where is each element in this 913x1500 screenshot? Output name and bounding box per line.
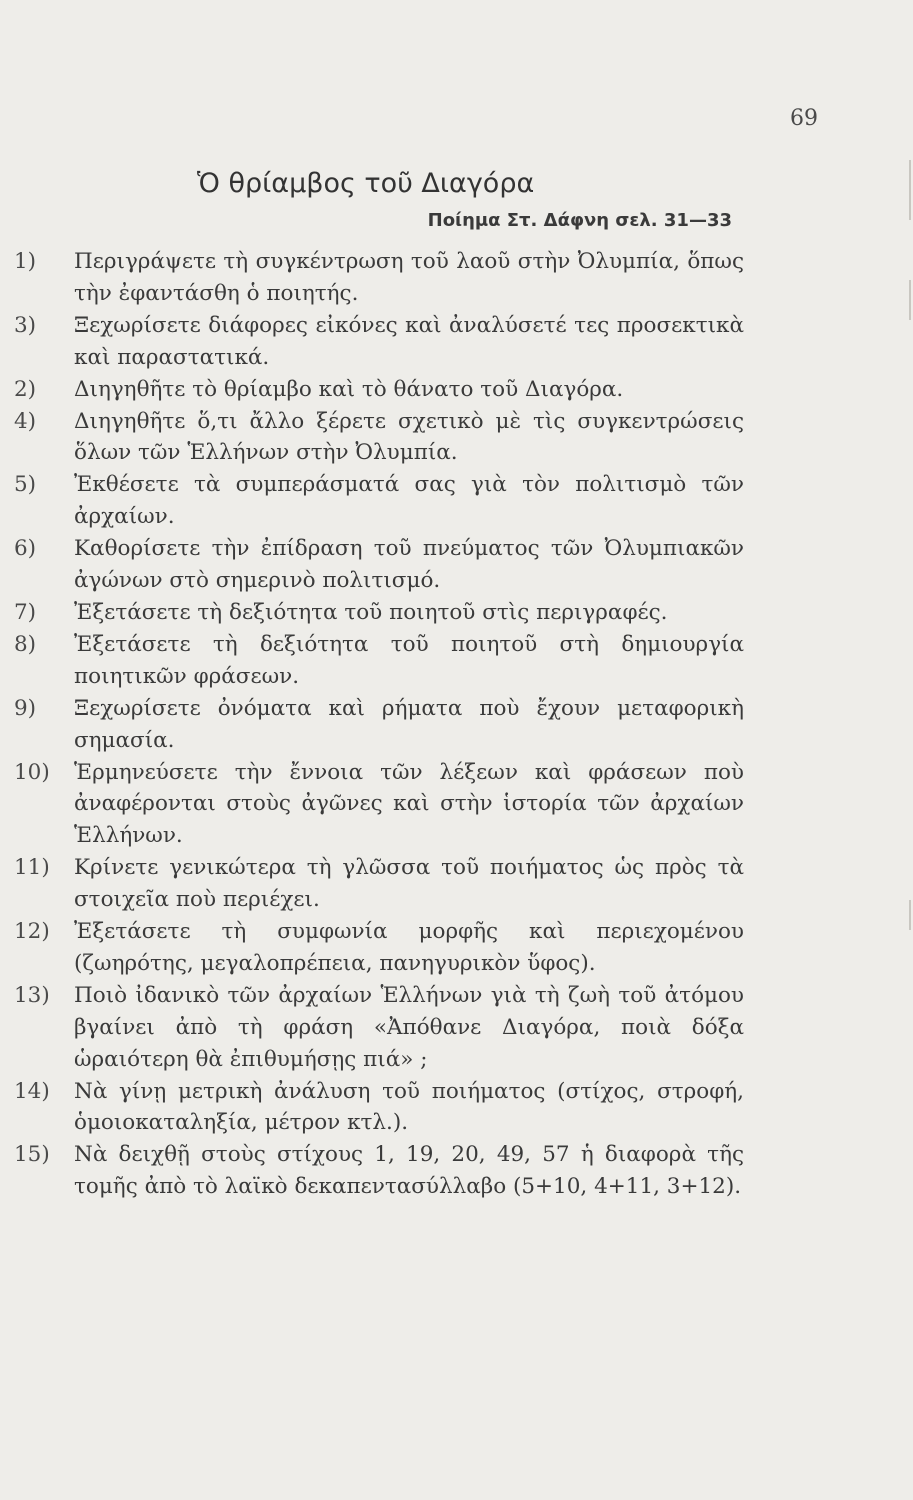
question-item: [14, 246, 744, 310]
question-number: 15): [14, 1142, 50, 1168]
question-text: Διηγηθῆτε τὸ θρίαμβο καὶ τὸ θάνατο τοῦ Διαγόρα.: [74, 376, 624, 402]
question-item: [14, 1139, 744, 1203]
page-edge-mark: [909, 280, 911, 320]
question-item: [14, 310, 744, 374]
question-text: Περιγράψετε τὴ συγκέντρωση τοῦ λαοῦ στὴν Ὀλυμπία, ὅπως τὴν ἐφαντάσθη ὁ ποιητής.: [74, 249, 744, 306]
page-title: Ὁ θρίαμβος τοῦ Διαγόρα: [197, 168, 535, 199]
page-edge-mark: [909, 160, 911, 220]
question-text: Ἐξετάσετε τὴ συμφωνία μορφῆς καὶ περιεχομένου (ζωηρότης, μεγαλοπρέπεια, πανηγυρικὸν ὕφος).: [74, 919, 744, 976]
question-text: Διηγηθῆτε ὅ,τι ἄλλο ξέρετε σχετικὸ μὲ τὶς συγκεντρώσεις ὅλων τῶν Ἑλλήνων στὴν Ὀλυμπία.: [74, 408, 744, 466]
question-item: [14, 693, 744, 757]
question-text: Ἑρμηνεύσετε τὴν ἔννοια τῶν λέξεων καὶ φράσεων ποὺ ἀναφέρονται στοὺς ἀγῶνες καὶ στὴν ἱστορία τῶν ἀρχαίων Ἑλλήνων.: [74, 759, 744, 849]
question-number: 4): [14, 408, 37, 434]
question-item: [14, 852, 744, 916]
question-number: 6): [14, 536, 37, 562]
question-text: Ἐξετάσετε τὴ δεξιότητα τοῦ ποιητοῦ στὶς περιγραφές.: [74, 599, 668, 625]
question-number: 9): [14, 695, 37, 721]
question-number: 1): [14, 249, 37, 274]
question-item: [14, 597, 744, 629]
question-item: [14, 406, 744, 470]
question-number: 14): [14, 1078, 50, 1104]
question-text: Κρίνετε γενικώτερα τὴ γλῶσσα τοῦ ποιήματος ὡς πρὸς τὰ στοιχεῖα ποὺ περιέχει.: [74, 855, 744, 913]
question-text: Ξεχωρίσετε διάφορες εἰκόνες καὶ ἀναλύσετέ τες προσεκτικὰ καὶ παραστατικά.: [74, 312, 744, 370]
question-number: 8): [14, 631, 37, 657]
question-text: Ἐξετάσετε τὴ δεξιότητα τοῦ ποιητοῦ στὴ δημιουργία ποιητικῶν φράσεων.: [74, 631, 744, 689]
question-number: 10): [14, 759, 50, 785]
question-text: Ἐκθέσετε τὰ συμπεράσματά σας γιὰ τὸν πολιτισμὸ τῶν ἀρχαίων.: [74, 472, 744, 530]
page-number: 69: [790, 106, 818, 131]
question-number: 12): [14, 919, 50, 945]
question-text: Ξεχωρίσετε ὀνόματα καὶ ρήματα ποὺ ἔχουν μεταφορικὴ σημασία.: [74, 695, 744, 753]
question-item: [14, 916, 744, 980]
question-text: Νὰ δειχθῇ στοὺς στίχους 1, 19, 20, 49, 57 ἡ διαφορὰ τῆς τομῆς ἀπὸ τὸ λαϊκὸ δεκαπεντασύλλαβο (5+10, 4+11, 3+12).: [74, 1142, 744, 1200]
question-text: Καθορίσετε τὴν ἐπίδραση τοῦ πνεύματος τῶν Ὀλυμπιακῶν ἀγώνων στὸ σημερινὸ πολιτισμό.: [74, 536, 744, 594]
question-item: [14, 533, 744, 597]
question-number: 11): [14, 855, 50, 881]
question-item: [14, 980, 744, 1076]
question-item: [14, 629, 744, 693]
question-number: 5): [14, 472, 37, 498]
question-item: [14, 757, 744, 853]
question-number: 3): [14, 312, 37, 338]
poem-source: Ποίημα Στ. Δάφνη σελ. 31—33: [427, 210, 732, 231]
question-list: [14, 246, 744, 1203]
question-item: [14, 469, 744, 533]
question-item: [14, 1076, 744, 1140]
question-item: [14, 374, 744, 406]
page-edge-mark: [909, 900, 911, 930]
question-number: 2): [14, 376, 37, 402]
question-text: Ποιὸ ἰδανικὸ τῶν ἀρχαίων Ἑλλήνων γιὰ τὴ ζωὴ τοῦ ἀτόμου βγαίνει ἀπὸ τὴ φράση «Ἀπόθανε Διαγόρα, ποιὰ δόξα ὡραιότερη θὰ ἐπιθυμήσῃς πιά» ;: [74, 982, 744, 1072]
question-number: 7): [14, 599, 37, 625]
question-number: 13): [14, 982, 50, 1008]
question-text: Νὰ γίνῃ μετρικὴ ἀνάλυση τοῦ ποιήματος (στίχος, στροφή, ὁμοιοκαταληξία, μέτρον κτλ.).: [74, 1078, 744, 1136]
